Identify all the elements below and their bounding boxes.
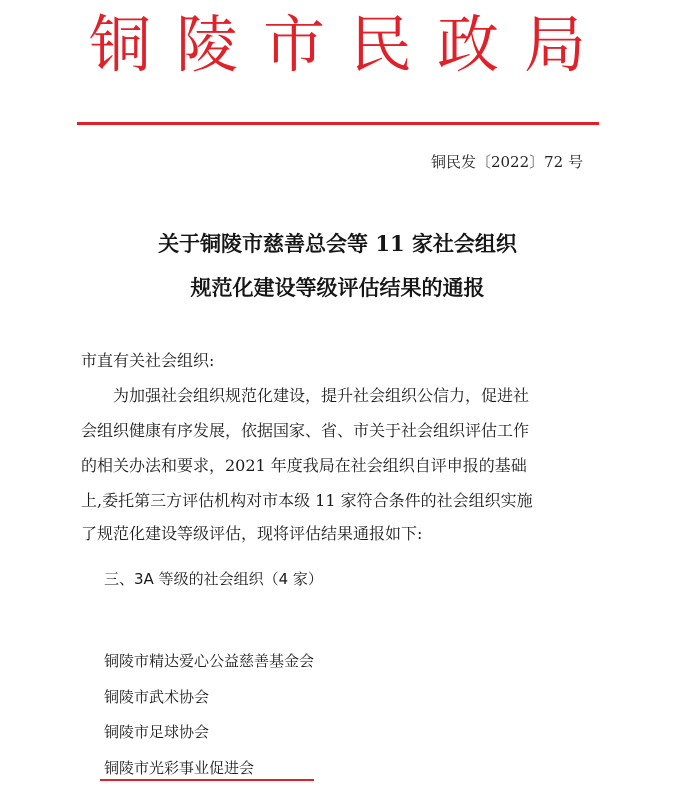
organization-item: 铜陵市光彩事业促进会 [104, 759, 255, 777]
section-heading: 三、3A 等级的社会组织（4 家） [104, 570, 323, 588]
body-line: 为加强社会组织规范化建设，提升社会组织公信力，促进社 [113, 386, 530, 405]
organization-item: 铜陵市武术协会 [104, 688, 210, 706]
salutation: 市直有关社会组织: [81, 351, 215, 370]
masthead-title: 铜陵市民政局 [88, 8, 611, 81]
organization-item: 铜陵市足球协会 [104, 723, 210, 741]
body-line: 的相关办法和要求，2021 年度我局在社会组织自评申报的基础 [81, 456, 527, 475]
body-line: 了规范化建设等级评估，现将评估结果通报如下: [81, 524, 423, 543]
body-line: 会组织健康有序发展，依据国家、省、市关于社会组织评估工作 [81, 421, 530, 440]
organization-item: 铜陵市精达爱心公益慈善基金会 [104, 652, 315, 670]
body-line: 上,委托第三方评估机构对市本级 11 家符合条件的社会组织实施 [81, 491, 533, 510]
document-title-line-2: 规范化建设等级评估结果的通报 [190, 275, 485, 300]
highlight-underline [100, 779, 314, 781]
masthead-red-rule [77, 122, 599, 125]
document-number: 铜民发〔2022〕72 号 [430, 153, 583, 171]
document-title-line-1: 关于铜陵市慈善总会等 11 家社会组织 [158, 231, 517, 256]
